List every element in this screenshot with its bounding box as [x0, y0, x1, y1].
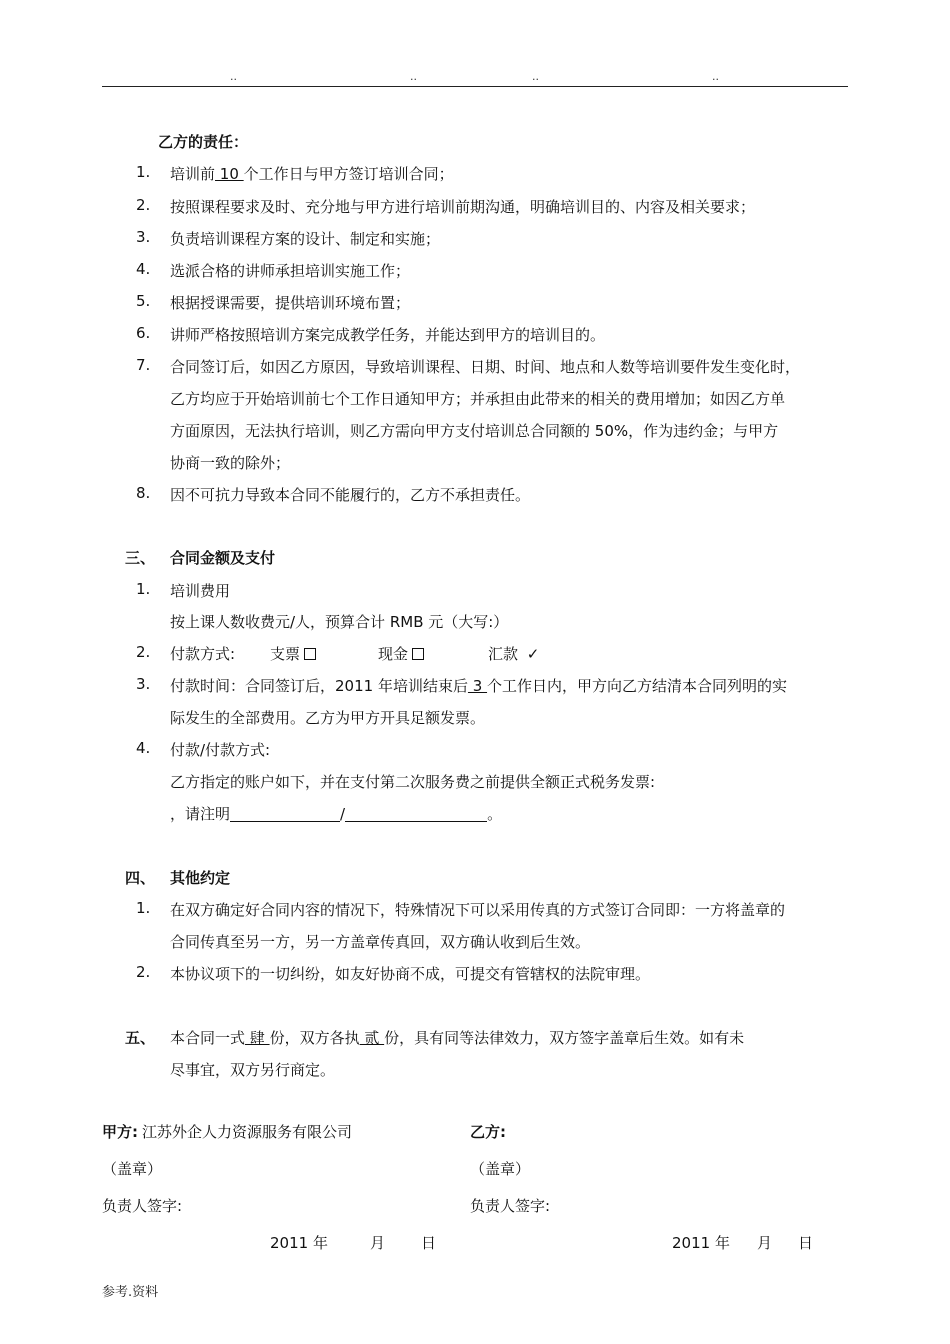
item-text-line: 合同签订后，如因乙方原因，导致培训课程、日期、时间、地点和人数等培训要件发生变化时， [170, 358, 801, 376]
party-b-label: 乙方: [470, 1123, 506, 1141]
item-number: 2. [136, 963, 151, 981]
item-text: 按照课程要求及时、充分地与甲方进行培训前期沟通，明确培训目的、内容及相关要求； [170, 198, 756, 216]
text-part: 付款时间：合同签订后，2011 年培训结束后 [170, 677, 468, 695]
section-4-title: 其他约定 [170, 869, 231, 887]
party-a-name: 江苏外企人力资源服务有限公司 [142, 1123, 353, 1141]
item-number: 6. [136, 324, 151, 342]
section-5-line [170, 1027, 744, 1048]
item-number: 3. [136, 675, 151, 693]
days-value: 3 [467, 677, 488, 695]
item-text: 培训前 10 个工作日与甲方签订培训合同； [170, 165, 454, 183]
item-text: 因不可抗力导致本合同不能履行的，乙方不承担责任。 [170, 486, 531, 504]
party-b-signer[interactable]: 负责人签字: [470, 1197, 551, 1215]
option-label: 汇款 [488, 645, 519, 663]
payment-time-line: 际发生的全部费用。乙方为甲方开具足额发票。 [170, 709, 486, 727]
account-title: 付款/付款方式: [170, 741, 271, 759]
item-text: 根据授课需要，提供培训环境布置； [170, 294, 411, 312]
party-a-seal: （盖章） [102, 1160, 163, 1178]
item-text-line: 在双方确定好合同内容的情况下，特殊情况下可以采用传真的方式签订合同即：一方将盖章的 [170, 901, 786, 919]
party-a-date-day: 日 [421, 1234, 437, 1252]
party-b-date-day: 日 [798, 1234, 814, 1252]
party-a-signer[interactable]: 负责人签字: [102, 1197, 183, 1215]
payment-method-label: 付款方式: [170, 645, 236, 663]
section-5-line: 尽事宜，双方另行商定。 [170, 1061, 336, 1079]
text-part: ，请注明 [170, 805, 231, 823]
item-text-line: 方面原因，无法执行培训，则乙方需向甲方支付培训总合同额的 50%，作为违约金；与甲方 [170, 422, 779, 440]
copies-each: 贰 [359, 1029, 385, 1047]
payment-option-cash[interactable] [378, 643, 424, 664]
item-number: 1. [136, 580, 151, 598]
item-number: 1. [136, 899, 151, 917]
option-label: 支票 [270, 645, 301, 663]
party-a-block [102, 1121, 352, 1142]
text-part: 个工作日内，甲方向乙方结清本合同列明的实 [487, 677, 788, 695]
text-part: 份，具有同等法律效力，双方签字盖章后生效。如有未 [384, 1029, 745, 1047]
party-b-seal: （盖章） [470, 1160, 531, 1178]
item-number: 4. [136, 739, 151, 757]
header-dot-4: .. [712, 70, 719, 83]
item-number: 8. [136, 484, 151, 502]
header-dot-2: .. [410, 70, 417, 83]
option-label: 现金 [378, 645, 409, 663]
item-text: 选派合格的讲师承担培训实施工作； [170, 262, 411, 280]
footer-note: 参考.资料 [102, 1285, 159, 1300]
party-a-label: 甲方: [102, 1123, 138, 1141]
item-text: 本协议项下的一切纠纷，如友好协商不成，可提交有管辖权的法院审理。 [170, 965, 651, 983]
item-text-line: 乙方均应于开始培训前七个工作日通知甲方；并承担由此带来的相关的费用增加；如因乙方单 [170, 390, 786, 408]
text-part: / [340, 805, 346, 823]
section-5-number: 五、 [125, 1029, 156, 1047]
party-a-date-year: 2011 年 [270, 1234, 328, 1252]
item-number: 4. [136, 260, 151, 278]
party-b-date-year: 2011 年 [672, 1234, 730, 1252]
item-number: 2. [136, 196, 151, 214]
fee-line: 按上课人数收费元/人，预算合计 RMB 元（大写:） [170, 613, 509, 631]
item-number: 5. [136, 292, 151, 310]
section-4-number: 四、 [125, 869, 156, 887]
header-dot-3: .. [532, 70, 539, 83]
checkmark-icon: ✓ [526, 645, 540, 663]
item-number: 3. [136, 228, 151, 246]
fee-title: 培训费用 [170, 582, 231, 600]
item-number: 1. [136, 163, 151, 181]
header-rule [102, 86, 848, 87]
item-number: 7. [136, 356, 151, 374]
item-number: 2. [136, 643, 151, 661]
item-text-line: 合同传真至另一方，另一方盖章传真回，双方确认收到后生效。 [170, 933, 591, 951]
payment-time-line [170, 675, 787, 696]
header-dot-1: .. [230, 70, 237, 83]
text-part: 本合同一式 [170, 1029, 246, 1047]
blank-field[interactable] [345, 807, 487, 822]
party-a-date-month: 月 [370, 1234, 386, 1252]
checkbox-empty-icon[interactable] [304, 648, 316, 660]
text-part: 份，双方各执 [269, 1029, 360, 1047]
note-line [170, 803, 502, 824]
checkbox-empty-icon[interactable] [412, 648, 424, 660]
item-text: 负责培训课程方案的设计、制定和实施； [170, 230, 441, 248]
account-line: 乙方指定的账户如下，并在支付第二次服务费之前提供全额正式税务发票: [170, 773, 656, 791]
section-b-title: 乙方的责任： [158, 133, 249, 151]
payment-option-remit[interactable] [488, 643, 539, 664]
section-3-number: 三、 [125, 549, 156, 567]
payment-option-check[interactable] [270, 643, 316, 664]
item-text: 讲师严格按照培训方案完成教学任务，并能达到甲方的培训目的。 [170, 326, 606, 344]
copies-total: 肆 [245, 1029, 270, 1047]
party-b-date-month: 月 [757, 1234, 773, 1252]
text-part: 。 [487, 805, 503, 823]
item-text-line: 协商一致的除外； [170, 454, 291, 472]
blank-field[interactable] [230, 807, 340, 822]
section-3-title: 合同金额及支付 [170, 549, 276, 567]
